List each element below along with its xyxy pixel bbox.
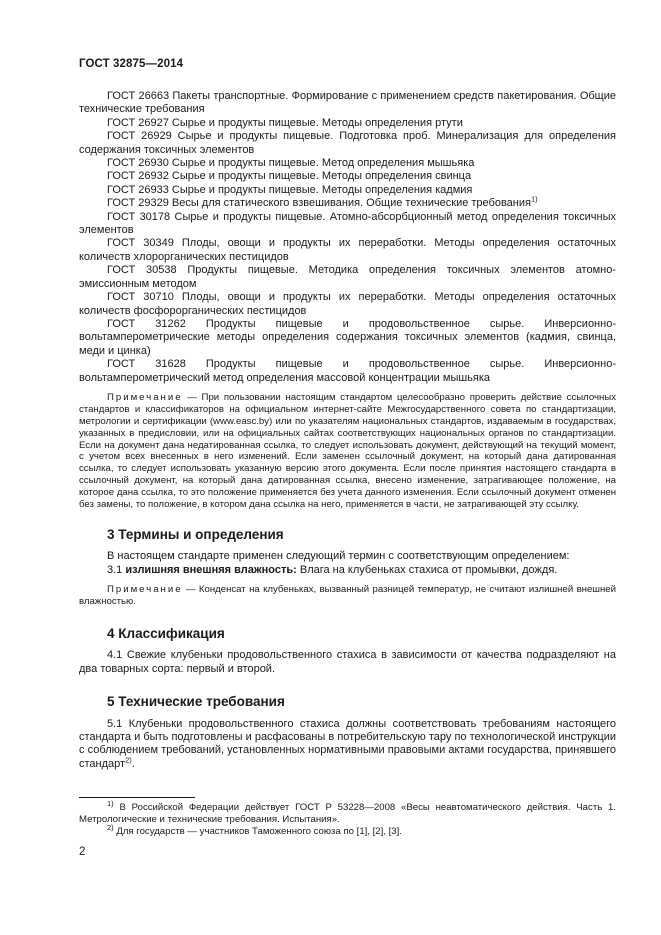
- section-5-title: 5 Технические требования: [107, 694, 285, 710]
- section-3-title: 3 Термины и определения: [107, 527, 284, 542]
- reference-item: ГОСТ 30178 Сырье и продукты пищевые. Атомно-абсорбционный метод определения токсичных элементов: [79, 210, 616, 237]
- footnote-text: В Российской Федерации действует ГОСТ Р 53228—2008 «Весы неавтоматического действия. Часть 1. Метрологические и технические требования. Испытания».: [79, 802, 616, 825]
- section-3-intro: В настоящем стандарте применен следующий термин с соответствующим определением:: [107, 550, 570, 563]
- reference-item: ГОСТ 26927 Сырье и продукты пищевые. Методы определения ртути: [107, 116, 463, 129]
- note-text: — При пользовании настоящим стандартом целесообразно проверить действие ссылочных стандартов и классификаторов на официальном интернет-сайте Межгосударственного совета по стандартизации, метрологии и сертификации (www.easc.by) или по указателям национальных стандартов, издаваемым в государствах, указанных в предисловии, или на официальных сайтах соответствующих национальных органов по стандартизации. Если на документ дана недатированная ссылка, то следует использовать документ, действующий на текущий момент, с учетом всех внесенных в него изменений. Если заменен ссылочный документ, на который дана датированная ссылка, то следует использовать указанную версию этого документа. Если после принятия настоящего стандарта в ссылочный документ, на который дана датированная ссылка, внесено изменение, затрагивающее положение, на которое дана ссылка, то это положение применяется без учета данного изменения. Если ссылочный документ отменен без замены, то положение, в котором дана ссылка на него, применяется в части, не затрагивающей эту ссылку.: [79, 391, 616, 511]
- reference-item: ГОСТ 30710 Плоды, овощи и продукты их переработки. Методы определения остаточных количеств фосфорорганических пестицидов: [79, 291, 616, 317]
- reference-item: ГОСТ 30349 Плоды, овощи и продукты их переработки. Методы определения остаточных количеств хлорорганических пестицидов: [79, 237, 616, 263]
- section-5-body: [79, 718, 616, 772]
- reference-item: ГОСТ 26663 Пакеты транспортные. Формирование с применением средств пакетирования. Общие технические требования: [79, 90, 616, 116]
- term-definition: [79, 564, 616, 577]
- page-number: 2: [79, 846, 86, 858]
- reference-item: ГОСТ 31628 Продукты пищевые и продовольственное сырье. Инверсионно-вольтамперометрический метод определения массовой концентрации мышьяка: [79, 358, 616, 384]
- paragraph-4-1: 4.1 Свежие клубеньки продовольственного стахиса в зависимости от качества подразделяют на два товарных сорта: первый и второй.: [79, 649, 616, 675]
- footnote-item: [79, 822, 616, 838]
- footnote-mark: 1): [107, 798, 114, 808]
- reference-item: ГОСТ 31262 Продукты пищевые и продовольственное сырье. Инверсионно-вольтамперометрические методы определения содержания токсичных элементов (кадмия, свинца, меди и цинка): [79, 317, 616, 357]
- reference-item: ГОСТ 26933 Сырье и продукты пищевые. Методы определения кадмия: [107, 183, 473, 196]
- document-code-header: ГОСТ 32875—2014: [79, 58, 184, 70]
- references-note: [79, 392, 616, 511]
- footnote-divider: [79, 797, 195, 798]
- paragraph-5-1: [79, 718, 616, 772]
- section-4-title: 4 Классификация: [107, 626, 225, 642]
- footnote-text: Для государств — участников Таможенного союза по [1], [2], [3].: [113, 826, 402, 837]
- section-4-body: [79, 649, 616, 676]
- reference-item: ГОСТ 26929 Сырье и продукты пищевые. Подготовка проб. Минерализация для определения содержания токсичных элементов: [79, 130, 616, 156]
- reference-text: ГОСТ 29329 Весы для статического взвешивания. Общие технические требования: [107, 197, 531, 210]
- footnote-mark: 2): [125, 755, 132, 765]
- reference-item: [79, 194, 616, 210]
- term-note: [79, 584, 616, 608]
- footnotes: [79, 798, 616, 838]
- term-text: Влага на клубеньках стахиса от промывки, дождя.: [296, 563, 558, 576]
- term-number: 3.1: [107, 563, 126, 576]
- footnote-mark: 1): [530, 194, 538, 204]
- term-name: излишняя внешняя влажность:: [125, 563, 297, 576]
- reference-item: ГОСТ 30538 Продукты пищевые. Методика определения токсичных элементов атомно-эмиссионным методом: [79, 264, 616, 290]
- paragraph-end: .: [131, 757, 135, 770]
- note-text: — Конденсат на клубеньках, вызванный разницей температур, не считают излишней внешней влажностью.: [79, 584, 616, 608]
- paragraph-text: 5.1 Клубеньки продовольственного стахиса должны соответствовать требованиям настоящего стандарта и быть подготовлены и расфасованы в потребительскую тару по технологической инструкции с соблюдением требований, установленных нормативными правовыми актами государства, принявшего стандарт: [79, 717, 616, 770]
- normative-references-list: [79, 90, 616, 385]
- note-label: Примечание: [107, 391, 183, 403]
- reference-item: ГОСТ 26932 Сырье и продукты пищевые. Методы определения свинца: [107, 170, 472, 183]
- reference-item: ГОСТ 26930 Сырье и продукты пищевые. Метод определения мышьяка: [107, 157, 475, 170]
- page-body: [79, 90, 616, 771]
- footnote-item: [79, 798, 616, 826]
- footnote-mark: 2): [107, 822, 114, 832]
- note-label: Примечание: [107, 584, 183, 596]
- section-3-body: [79, 550, 616, 608]
